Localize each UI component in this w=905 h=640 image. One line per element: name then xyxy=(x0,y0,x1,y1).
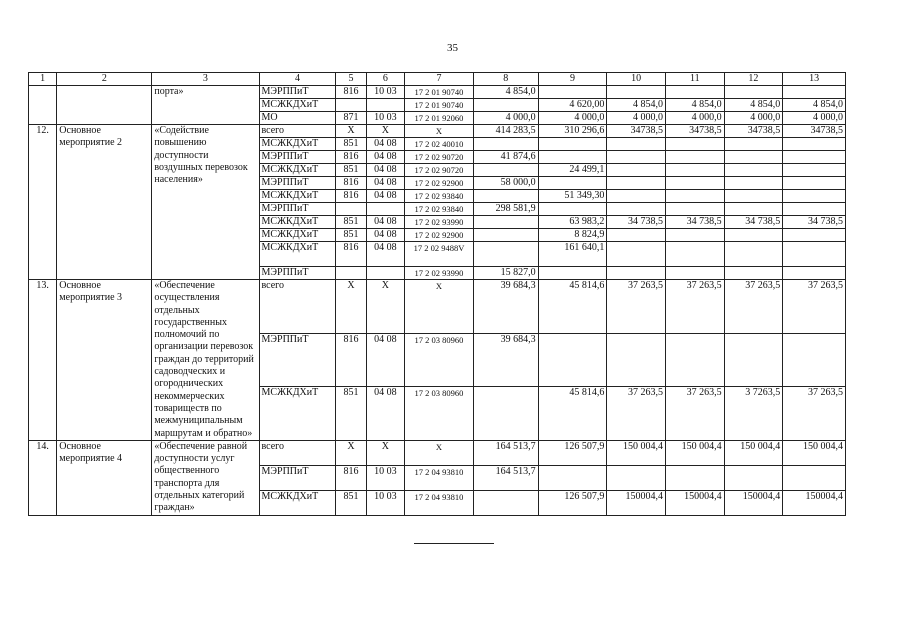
table-cell: 34 738,5 xyxy=(665,216,724,229)
table-cell: 17 2 02 93990 xyxy=(405,216,474,229)
table-cell xyxy=(607,267,666,280)
table-cell xyxy=(665,164,724,177)
table-cell: 4 000,0 xyxy=(473,112,538,125)
table-cell: 164 513,7 xyxy=(473,440,538,465)
header-cell: 6 xyxy=(366,73,404,86)
table-cell: 8 824,9 xyxy=(538,229,607,242)
table-cell xyxy=(783,138,846,151)
table-cell xyxy=(607,190,666,203)
table-cell: Х xyxy=(336,125,366,138)
table-cell: МСЖКДХиТ xyxy=(259,242,336,267)
table-cell: всего xyxy=(259,125,336,138)
table-cell xyxy=(473,216,538,229)
table-cell: 34 738,5 xyxy=(724,216,783,229)
table-cell: «Содействие повышению доступности воздушных перевозок населения» xyxy=(152,125,259,280)
table-cell xyxy=(473,490,538,515)
table-cell xyxy=(724,203,783,216)
table-cell xyxy=(57,86,152,125)
table-cell: 4 620,00 xyxy=(538,99,607,112)
table-cell xyxy=(538,177,607,190)
table-cell: 17 2 02 93840 xyxy=(405,190,474,203)
table-cell: 150004,4 xyxy=(607,490,666,515)
table-cell: Х xyxy=(336,440,366,465)
table-cell xyxy=(665,177,724,190)
table-cell: 04 08 xyxy=(366,333,404,387)
table-cell xyxy=(538,151,607,164)
table-cell xyxy=(783,190,846,203)
table-cell xyxy=(724,333,783,387)
table-cell: 17 2 02 9488V xyxy=(405,242,474,267)
table-cell xyxy=(783,333,846,387)
table-cell xyxy=(783,151,846,164)
table-cell: 10 03 xyxy=(366,465,404,490)
table-cell: 04 08 xyxy=(366,190,404,203)
table-cell: 150004,4 xyxy=(783,490,846,515)
table-cell xyxy=(783,164,846,177)
table-cell: 17 2 02 90720 xyxy=(405,151,474,164)
table-cell xyxy=(336,267,366,280)
table-cell: 37 263,5 xyxy=(724,280,783,334)
table-cell: МСЖКДХиТ xyxy=(259,99,336,112)
table-cell xyxy=(665,86,724,99)
table-row xyxy=(29,86,846,99)
table-cell: 13. xyxy=(29,280,57,441)
table-cell xyxy=(783,86,846,99)
table-cell: 17 2 03 80960 xyxy=(405,387,474,441)
table-cell xyxy=(538,138,607,151)
table-cell: 10 03 xyxy=(366,112,404,125)
table-cell: 04 08 xyxy=(366,387,404,441)
table-cell: МСЖКДХиТ xyxy=(259,490,336,515)
table-cell xyxy=(607,86,666,99)
header-cell: 13 xyxy=(783,73,846,86)
header-cell: 12 xyxy=(724,73,783,86)
table-cell: 04 08 xyxy=(366,164,404,177)
table-cell: порта» xyxy=(152,86,259,125)
table-cell: 161 640,1 xyxy=(538,242,607,267)
table-cell: 37 263,5 xyxy=(665,280,724,334)
table-cell xyxy=(538,465,607,490)
table-cell: 851 xyxy=(336,229,366,242)
table-cell: 17 2 02 93990 xyxy=(405,267,474,280)
header-cell: 8 xyxy=(473,73,538,86)
page-number: 35 xyxy=(447,42,458,54)
table-cell: 414 283,5 xyxy=(473,125,538,138)
table-cell xyxy=(724,190,783,203)
table-cell: МЭРППиТ xyxy=(259,333,336,387)
table-cell xyxy=(724,242,783,267)
table-row xyxy=(29,125,846,138)
table-cell: 45 814,6 xyxy=(538,280,607,334)
table-cell xyxy=(665,203,724,216)
table-row xyxy=(29,280,846,334)
table-cell: МО xyxy=(259,112,336,125)
table-cell: 126 507,9 xyxy=(538,490,607,515)
table-cell xyxy=(473,190,538,203)
header-cell: 2 xyxy=(57,73,152,86)
table-cell: 17 2 04 93810 xyxy=(405,465,474,490)
table-cell xyxy=(538,203,607,216)
table-cell: МЭРППиТ xyxy=(259,203,336,216)
table-cell: 150004,4 xyxy=(724,490,783,515)
table-cell xyxy=(473,99,538,112)
table-cell: 34 738,5 xyxy=(607,216,666,229)
table-cell: 17 2 02 40010 xyxy=(405,138,474,151)
table-cell xyxy=(29,86,57,125)
table-cell: 37 263,5 xyxy=(665,387,724,441)
table-cell xyxy=(665,267,724,280)
table-cell xyxy=(783,177,846,190)
table-cell: 4 854,0 xyxy=(473,86,538,99)
table-cell xyxy=(724,138,783,151)
header-cell: 5 xyxy=(336,73,366,86)
table-cell: 17 2 02 92900 xyxy=(405,177,474,190)
table-cell xyxy=(724,164,783,177)
table-cell: 816 xyxy=(336,333,366,387)
table-cell xyxy=(366,203,404,216)
table-cell xyxy=(724,267,783,280)
table-cell: 3 7263,5 xyxy=(724,387,783,441)
table-cell xyxy=(538,333,607,387)
header-row xyxy=(29,73,846,86)
table-cell: Основное мероприятие 4 xyxy=(57,440,152,515)
table-cell: МСЖКДХиТ xyxy=(259,216,336,229)
table-cell: 34738,5 xyxy=(724,125,783,138)
table-cell xyxy=(783,242,846,267)
table-cell: 4 000,0 xyxy=(665,112,724,125)
table-cell: 17 2 01 90740 xyxy=(405,99,474,112)
table-cell: 51 349,30 xyxy=(538,190,607,203)
table-cell xyxy=(724,177,783,190)
table-cell xyxy=(665,190,724,203)
table-cell xyxy=(724,151,783,164)
table-cell: 63 983,2 xyxy=(538,216,607,229)
table-cell: 150 004,4 xyxy=(665,440,724,465)
table-cell: 4 854,0 xyxy=(724,99,783,112)
table-cell: 164 513,7 xyxy=(473,465,538,490)
table-cell: 17 2 02 90720 xyxy=(405,164,474,177)
table-cell: 851 xyxy=(336,490,366,515)
header-cell: 1 xyxy=(29,73,57,86)
table-cell: 851 xyxy=(336,164,366,177)
header-cell: 11 xyxy=(665,73,724,86)
table-cell: 150004,4 xyxy=(665,490,724,515)
table-cell: 24 499,1 xyxy=(538,164,607,177)
table-cell xyxy=(538,86,607,99)
table-cell xyxy=(607,242,666,267)
header-cell: 9 xyxy=(538,73,607,86)
table-cell xyxy=(665,138,724,151)
table-cell: 4 854,0 xyxy=(783,99,846,112)
budget-table xyxy=(28,72,846,516)
table-cell: 310 296,6 xyxy=(538,125,607,138)
table-cell xyxy=(665,242,724,267)
table-cell: 17 2 01 92060 xyxy=(405,112,474,125)
table-cell: 816 xyxy=(336,465,366,490)
header-cell: 10 xyxy=(607,73,666,86)
table-cell: 851 xyxy=(336,387,366,441)
table-cell: Х xyxy=(366,280,404,334)
table-cell: 37 263,5 xyxy=(607,387,666,441)
table-cell: всего xyxy=(259,440,336,465)
table-cell: 816 xyxy=(336,177,366,190)
table-cell: всего xyxy=(259,280,336,334)
table-cell xyxy=(607,229,666,242)
table-cell: Х xyxy=(336,280,366,334)
table-cell xyxy=(473,138,538,151)
table-cell: 58 000,0 xyxy=(473,177,538,190)
table-cell: 14. xyxy=(29,440,57,515)
table-cell: 34738,5 xyxy=(665,125,724,138)
table-cell: 17 2 03 80960 xyxy=(405,333,474,387)
table-cell xyxy=(783,203,846,216)
table-cell: 41 874,6 xyxy=(473,151,538,164)
table-cell xyxy=(473,242,538,267)
table-cell: 4 000,0 xyxy=(538,112,607,125)
table-cell: МСЖКДХиТ xyxy=(259,387,336,441)
table-cell: 34738,5 xyxy=(607,125,666,138)
table-cell: МСЖКДХиТ xyxy=(259,229,336,242)
table-cell: 150 004,4 xyxy=(607,440,666,465)
table-cell xyxy=(724,465,783,490)
table-cell: Основное мероприятие 2 xyxy=(57,125,152,280)
table-cell: 04 08 xyxy=(366,138,404,151)
table-cell: 04 08 xyxy=(366,242,404,267)
table-cell xyxy=(473,164,538,177)
table-cell: МЭРППиТ xyxy=(259,267,336,280)
table-cell: МСЖКДХиТ xyxy=(259,190,336,203)
table-cell: Х xyxy=(405,125,474,138)
table-cell: 17 2 02 93840 xyxy=(405,203,474,216)
table-cell: 871 xyxy=(336,112,366,125)
table-cell: 45 814,6 xyxy=(538,387,607,441)
table-cell: 37 263,5 xyxy=(783,280,846,334)
table-cell: Х xyxy=(405,280,474,334)
table-row xyxy=(29,440,846,465)
table-cell: 04 08 xyxy=(366,177,404,190)
table-cell: «Обеспечение равной доступности услуг общественного транспорта для отдельных категорий граждан» xyxy=(152,440,259,515)
table-cell: 816 xyxy=(336,86,366,99)
table-cell: 04 08 xyxy=(366,229,404,242)
table-cell: 34 738,5 xyxy=(783,216,846,229)
table-cell xyxy=(607,465,666,490)
table-cell: 4 000,0 xyxy=(607,112,666,125)
header-cell: 7 xyxy=(405,73,474,86)
table-cell: 4 854,0 xyxy=(607,99,666,112)
table-cell: Х xyxy=(366,125,404,138)
table-cell: 04 08 xyxy=(366,151,404,164)
table-cell xyxy=(665,151,724,164)
table-cell: МЭРППиТ xyxy=(259,151,336,164)
table-cell: МЭРППиТ xyxy=(259,465,336,490)
table-cell: 17 2 01 90740 xyxy=(405,86,474,99)
table-cell xyxy=(665,229,724,242)
table-cell xyxy=(724,86,783,99)
table-cell xyxy=(538,267,607,280)
table-cell: Х xyxy=(366,440,404,465)
table-cell: «Обеспечение осуществления отдельных государственных полномочий по организации перевозок граждан до территорий садоводческих и огороднических некоммерческих товариществ по межмуниципальным маршрутам и обратно» xyxy=(152,280,259,441)
table-cell xyxy=(473,387,538,441)
table-cell: МЭРППиТ xyxy=(259,177,336,190)
table-cell xyxy=(607,164,666,177)
table-cell: МСЖКДХиТ xyxy=(259,164,336,177)
table-cell xyxy=(783,229,846,242)
table-cell: 851 xyxy=(336,216,366,229)
table-cell: 851 xyxy=(336,138,366,151)
table-cell: 816 xyxy=(336,190,366,203)
table-cell xyxy=(366,99,404,112)
table-cell: 10 03 xyxy=(366,490,404,515)
table-cell: Основное мероприятие 3 xyxy=(57,280,152,441)
table-cell: 10 03 xyxy=(366,86,404,99)
table-cell: 15 827,0 xyxy=(473,267,538,280)
table-cell xyxy=(783,465,846,490)
table-cell xyxy=(607,138,666,151)
table-cell: 150 004,4 xyxy=(724,440,783,465)
table-cell: 298 581,9 xyxy=(473,203,538,216)
header-cell: 3 xyxy=(152,73,259,86)
table-cell xyxy=(473,229,538,242)
table-cell: МЭРППиТ xyxy=(259,86,336,99)
table-cell xyxy=(366,267,404,280)
table-cell xyxy=(665,333,724,387)
header-cell: 4 xyxy=(259,73,336,86)
table-cell xyxy=(336,203,366,216)
table-cell: 126 507,9 xyxy=(538,440,607,465)
table-cell xyxy=(724,229,783,242)
table-cell: 37 263,5 xyxy=(783,387,846,441)
table-cell: 39 684,3 xyxy=(473,280,538,334)
table-cell: 4 000,0 xyxy=(783,112,846,125)
table-cell: 4 000,0 xyxy=(724,112,783,125)
table-cell xyxy=(783,267,846,280)
table-cell: 12. xyxy=(29,125,57,280)
table-cell xyxy=(607,151,666,164)
table-cell xyxy=(607,177,666,190)
table-cell xyxy=(336,99,366,112)
table-cell: 150 004,4 xyxy=(783,440,846,465)
table-cell: 04 08 xyxy=(366,216,404,229)
table-cell: 816 xyxy=(336,242,366,267)
table-cell xyxy=(607,333,666,387)
table-cell: 17 2 02 92900 xyxy=(405,229,474,242)
table-cell: 37 263,5 xyxy=(607,280,666,334)
footer-rule xyxy=(414,543,494,544)
table-cell: Х xyxy=(405,440,474,465)
table-cell: 816 xyxy=(336,151,366,164)
table-cell: 4 854,0 xyxy=(665,99,724,112)
table-cell: 17 2 04 93810 xyxy=(405,490,474,515)
table-cell xyxy=(665,465,724,490)
table-cell: 34738,5 xyxy=(783,125,846,138)
table-cell xyxy=(607,203,666,216)
table-cell: МСЖКДХиТ xyxy=(259,138,336,151)
table-cell: 39 684,3 xyxy=(473,333,538,387)
